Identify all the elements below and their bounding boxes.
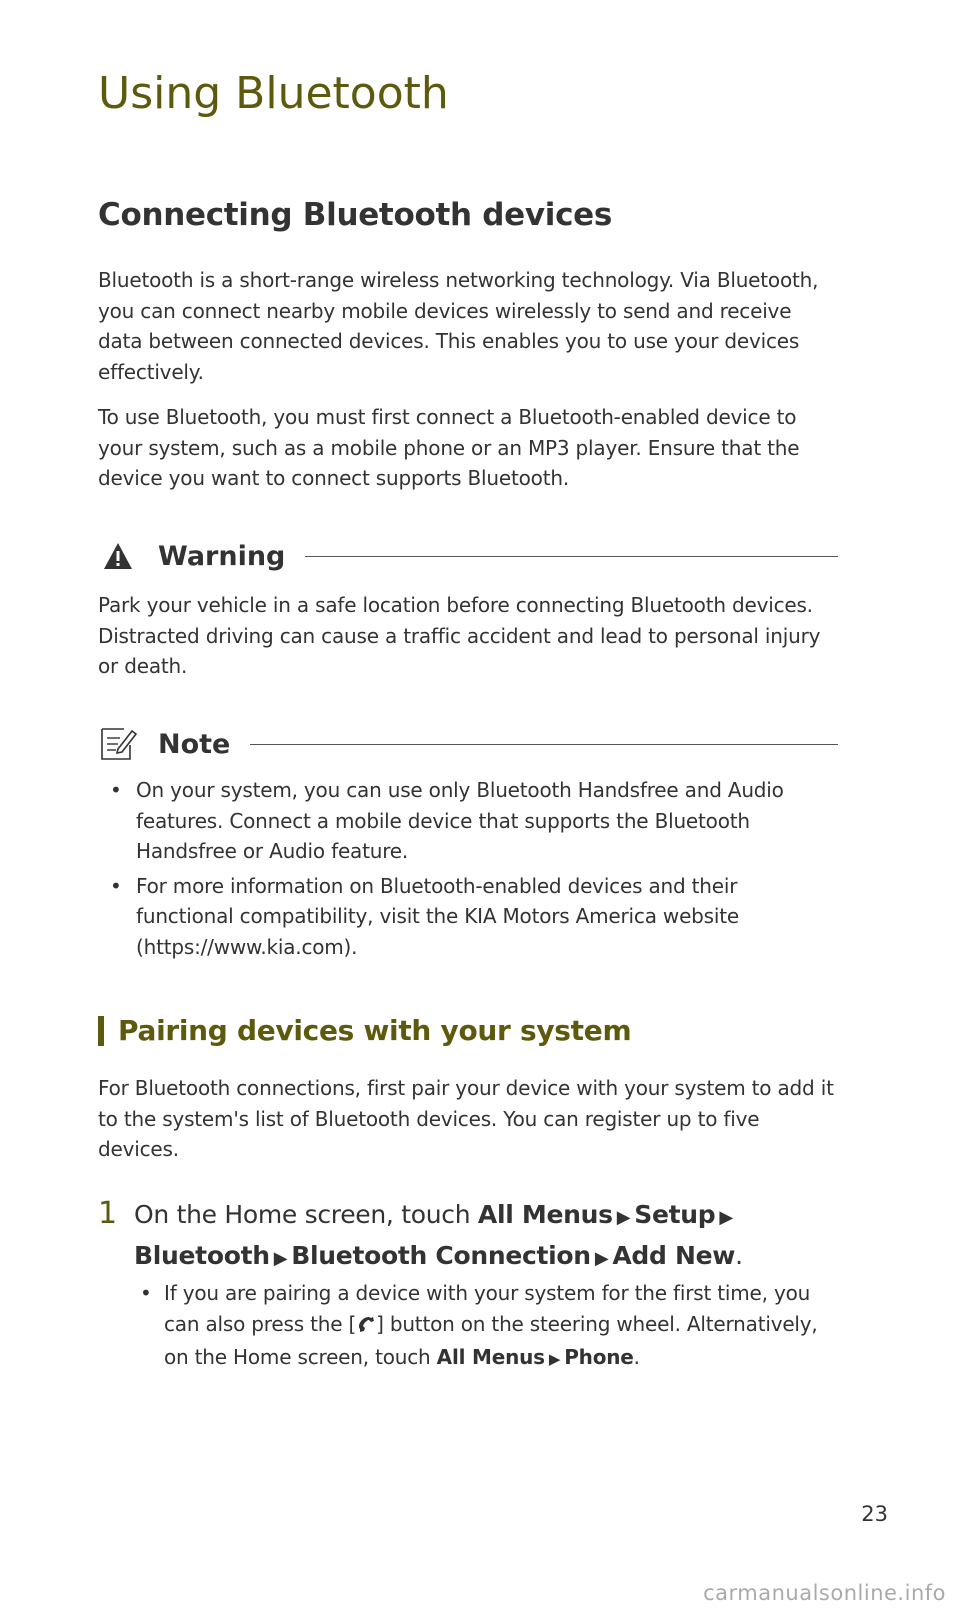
arrow-right-icon: ▶ (594, 1248, 609, 1269)
arrow-right-icon: ▶ (548, 1350, 561, 1368)
menu-path-bluetooth-connection: Bluetooth Connection (291, 1241, 591, 1270)
subsection-heading (98, 1014, 631, 1047)
note-pencil-icon (98, 724, 138, 764)
sub-item-text-2: ] button on the steering wheel. Alternatively, on the Home screen, touch (164, 1311, 818, 1369)
subsection-heading-text: Pairing devices with your system (118, 1014, 632, 1047)
step-number: 1 (98, 1196, 118, 1231)
warning-text: Park your vehicle in a safe location before connecting Bluetooth devices. Distracted driving can cause a traffic accident and lead to personal injury or death. (98, 593, 821, 678)
note-label: Note (158, 728, 231, 760)
note-header (98, 724, 838, 764)
intro-paragraph-2: To use Bluetooth, you must first connect a Bluetooth-enabled device to your system, such as a mobile phone or an MP3 player. Ensure that the device you want to connect supports Bluetooth. (98, 405, 800, 490)
menu-path-all-menus: All Menus (477, 1200, 613, 1229)
section-heading: Connecting Bluetooth devices (98, 197, 613, 233)
heading-bar-marker (98, 1016, 104, 1046)
page-title: Using Bluetooth (98, 68, 449, 119)
arrow-right-icon: ▶ (719, 1207, 733, 1228)
subsection-paragraph: For Bluetooth connections, first pair your device with your system to add it to the system's list of Bluetooth devices. You can register up to five devices. (98, 1076, 834, 1161)
sub-item-text-1: If you are pairing a device with your system for the first time, you can also press the [ (164, 1281, 811, 1336)
menu-path-phone: Phone (564, 1345, 634, 1369)
page-number: 23 (861, 1502, 888, 1526)
arrow-right-icon: ▶ (616, 1207, 631, 1228)
warning-label: Warning (158, 540, 286, 572)
warning-header (98, 536, 838, 576)
intro-paragraph-1: Bluetooth is a short-range wireless networking technology. Via Bluetooth, you can connect nearby mobile devices wirelessly to send and receive data between connected devices. This enables you to use your devices effectively. (98, 268, 819, 384)
step-1-sub-list (134, 1278, 838, 1375)
sub-item-suffix: . (633, 1345, 640, 1369)
step-1 (98, 1196, 838, 1278)
warning-triangle-icon (98, 536, 138, 576)
note-item: • For more information on Bluetooth-enabled devices and their functional compatibility, visit the KIA Motors America website (https://www.kia.com). (110, 873, 740, 959)
warning-divider (305, 556, 838, 557)
menu-path-setup: Setup (634, 1200, 716, 1229)
step-suffix: . (735, 1241, 743, 1270)
note-item: • On your system, you can use only Bluetooth Handsfree and Audio features. Connect a mobile device that supports the Bluetooth Handsfree or Audio feature. (110, 778, 784, 863)
note-divider (250, 744, 838, 745)
note-list (98, 775, 838, 966)
arrow-right-icon: ▶ (273, 1248, 288, 1269)
menu-path-bluetooth: Bluetooth (134, 1241, 270, 1270)
phone-call-icon (356, 1312, 376, 1343)
watermark: carmanualsonline.info (703, 1581, 946, 1605)
step-sub-item: • If you are pairing a device with your system for the first time, you can also press the [ ] button on the steering wheel. Alternatively, on the Home screen, touch All Menus ▶ Phone. (140, 1281, 818, 1369)
step-prefix: On the Home screen, touch (134, 1200, 471, 1229)
menu-path-add-new: Add New (612, 1241, 736, 1270)
step-1-text (134, 1196, 838, 1278)
note-item-text: On your system, you can use only Bluetooth Handsfree and Audio features. Connect a mobile device that supports the Bluetooth Handsfree or Audio feature. (136, 778, 784, 863)
note-item-text: For more information on Bluetooth-enabled devices and their functional compatibility, visit the KIA Motors America website (https://www.kia.com). (136, 873, 740, 959)
menu-path-all-menus-2: All Menus (436, 1345, 545, 1369)
